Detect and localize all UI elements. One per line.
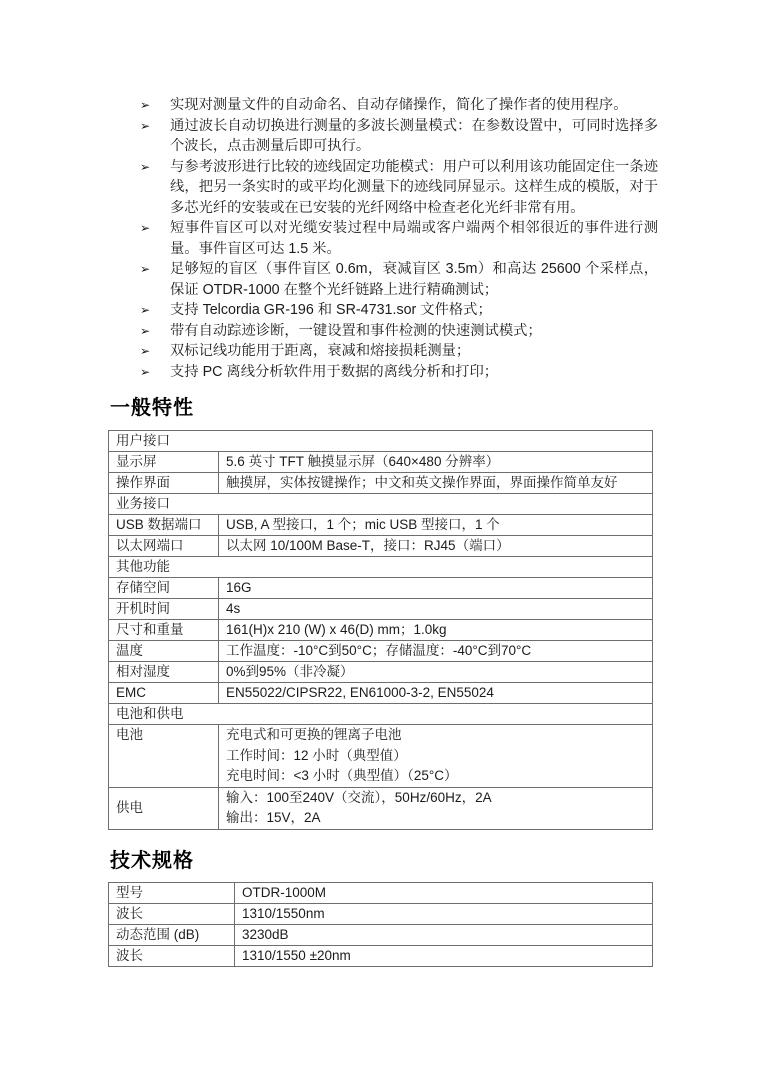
section-row-label: 其他功能	[109, 557, 653, 578]
value-line: 输入：100至240V（交流），50Hz/60Hz，2A	[226, 789, 492, 805]
row-value: 1310/1550 ±20nm	[235, 945, 653, 966]
list-item-text: 足够短的盲区（事件盲区 0.6m，衰减盲区 3.5m）和高达 25600 个采样点，保证 OTDR-1000 在整个光纤链路上进行精确测试；	[170, 261, 658, 298]
row-label: 动态范围 (dB)	[109, 924, 235, 945]
section-row-label: 业务接口	[109, 494, 653, 515]
list-item	[108, 362, 658, 383]
row-label: 温度	[109, 641, 219, 662]
row-value	[219, 725, 653, 788]
table-row	[109, 945, 653, 966]
row-value: 工作温度：-10°C到50°C；存储温度：-40°C到70°C	[219, 641, 653, 662]
list-item-text: 带有自动踪迹诊断，一键设置和事件检测的快速测试模式；	[170, 322, 542, 339]
list-item-text: 通过波长自动切换进行测量的多波长测量模式：在参数设置中，可同时选择多个波长，点击测量后即可执行。	[170, 117, 658, 154]
row-label: USB 数据端口	[109, 515, 219, 536]
row-label: 型号	[109, 882, 235, 903]
row-value: 以太网 10/100M Base-T，接口：RJ45（端口）	[219, 536, 653, 557]
table-row	[109, 473, 653, 494]
value-line: 输出：15V，2A	[226, 810, 321, 825]
row-label: 以太网端口	[109, 536, 219, 557]
table-row	[109, 662, 653, 683]
row-label: 波长	[109, 945, 235, 966]
row-label: 开机时间	[109, 599, 219, 620]
section-row-label: 电池和供电	[109, 704, 653, 725]
row-label: 波长	[109, 903, 235, 924]
table-row	[109, 641, 653, 662]
bullet-arrow-icon: ➢	[140, 159, 151, 174]
list-item-text: 支持 Telcordia GR-196 和 SR-4731.sor 文件格式；	[170, 302, 492, 318]
bullet-arrow-icon: ➢	[140, 323, 151, 338]
row-label: 电池	[109, 725, 219, 788]
list-item-text: 与参考波形进行比较的迹线固定功能模式：用户可以利用该功能固定住一条迹线，把另一条实时的或平均化测量下的迹线同屏显示。这样生成的模版，对于多芯光纤的安装或在已安装的光纤网络中检查老化光纤非常有用。	[170, 158, 658, 216]
row-label: 相对湿度	[109, 662, 219, 683]
technical-specs-table	[108, 882, 653, 967]
table-row	[109, 599, 653, 620]
table-row	[109, 787, 653, 829]
row-value: 161(H)x 210 (W) x 46(D) mm；1.0kg	[219, 620, 653, 641]
table-row	[109, 704, 653, 725]
row-label: 操作界面	[109, 473, 219, 494]
table-row	[109, 536, 653, 557]
table-row	[109, 683, 653, 704]
row-label: 存储空间	[109, 578, 219, 599]
row-value: USB, A 型接口，1 个；mic USB 型接口，1 个	[219, 515, 653, 536]
bullet-arrow-icon: ➢	[140, 303, 151, 317]
table-row	[109, 431, 653, 452]
bullet-arrow-icon: ➢	[140, 364, 151, 379]
list-item	[108, 259, 658, 300]
row-label: EMC	[109, 683, 219, 704]
section-title-general: 一般特性	[110, 397, 194, 419]
row-value: 0%到95%（非冷凝）	[219, 662, 653, 683]
list-item-text: 短事件盲区可以对光缆安装过程中局端或客户端两个相邻很近的事件进行测量。事件盲区可达 1.5 米。	[170, 220, 658, 257]
row-value: 触摸屏，实体按键操作；中文和英文操作界面，界面操作简单友好	[219, 473, 653, 494]
value-line: 充电时间：<3 小时（典型值）（25°C）	[226, 768, 458, 783]
bullet-arrow-icon: ➢	[140, 262, 151, 276]
table-row	[109, 494, 653, 515]
list-item	[108, 95, 658, 116]
table-row	[109, 620, 653, 641]
row-value: OTDR-1000M	[235, 882, 653, 903]
table-row	[109, 882, 653, 903]
list-item	[108, 157, 658, 219]
list-item	[108, 116, 658, 157]
value-line: 充电式和可更换的锂离子电池	[226, 727, 402, 742]
list-item-text: 实现对测量文件的自动命名、自动存储操作，简化了操作者的使用程序。	[170, 97, 628, 113]
table-row	[109, 452, 653, 473]
row-label: 显示屏	[109, 452, 219, 473]
list-item	[108, 321, 658, 342]
table-row	[109, 924, 653, 945]
row-value: 16G	[219, 578, 653, 599]
bullet-arrow-icon: ➢	[140, 118, 151, 133]
table-row	[109, 725, 653, 788]
row-value: EN55022/CIPSR22, EN61000-3-2, EN55024	[219, 683, 653, 704]
list-item-text: 支持 PC 离线分析软件用于数据的离线分析和打印；	[170, 363, 499, 380]
row-label: 尺寸和重量	[109, 620, 219, 641]
list-item	[108, 218, 658, 259]
row-label: 供电	[109, 787, 219, 829]
table-row	[109, 903, 653, 924]
list-item-text: 双标记线功能用于距离，衰减和熔接损耗测量；	[170, 343, 471, 359]
row-value: 5.6 英寸 TFT 触摸显示屏（640×480 分辨率）	[219, 452, 653, 473]
list-item	[108, 300, 658, 321]
bullet-arrow-icon: ➢	[140, 98, 151, 112]
value-line: 工作时间：12 小时（典型值）	[226, 747, 407, 763]
list-item	[108, 341, 658, 362]
table-row	[109, 578, 653, 599]
row-value: 3230dB	[235, 924, 653, 945]
row-value: 1310/1550nm	[235, 903, 653, 924]
table-row	[109, 515, 653, 536]
section-row-label: 用户接口	[109, 431, 653, 452]
row-value: 4s	[219, 599, 653, 620]
section-title-specs: 技术规格	[110, 849, 194, 872]
bullet-arrow-icon: ➢	[140, 344, 151, 358]
general-features-table	[108, 430, 653, 830]
table-row	[109, 557, 653, 578]
bullet-arrow-icon: ➢	[140, 221, 151, 235]
feature-list	[108, 95, 658, 382]
row-value	[219, 787, 653, 829]
